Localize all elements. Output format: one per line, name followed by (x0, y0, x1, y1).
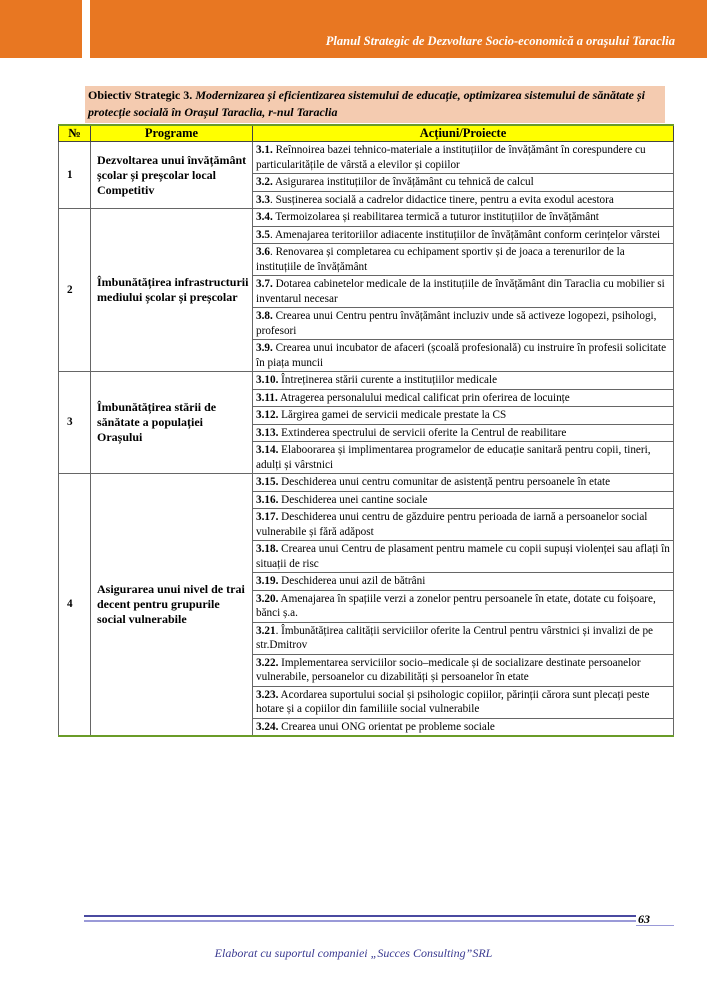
action-text: . Susținerea socială a cadrelor didactice tinere, pentru a evita exodul acestora (269, 193, 614, 206)
table-header-row (59, 125, 674, 142)
action-text: Dotarea cabinetelor medicale de la instituțiile de învățământ din Taraclia cu mobilier si inventarul necesar (256, 278, 665, 305)
action-code: 3.9. (256, 342, 273, 354)
action-item (253, 718, 674, 736)
action-text: Amenajarea în spațiile verzi a zonelor pentru persoanele în etate, dotate cu foișoare, bănci ș.a. (256, 592, 656, 619)
action-text: Extinderea spectrului de servicii oferite la Centrul de reabilitare (278, 426, 567, 439)
action-code: 3.16. (256, 493, 279, 506)
action-item (253, 340, 674, 372)
header-accent-block (0, 0, 82, 58)
action-text: Crearea unui Centru pentru învățământ incluziv unde să activeze logopezi, psihologi, profesori (256, 310, 657, 337)
action-item (253, 622, 674, 654)
action-text: Crearea unui incubator de afaceri (școală profesională) cu instruire în profesii solicitate în piața muncii (256, 342, 667, 369)
table-row (59, 142, 674, 174)
action-text: Acordarea suportului social și psihologic copiilor, părinții cărora sunt plecați peste hotare și a copiilor din familiile social vulnerabile (256, 688, 650, 715)
action-code: 3.14. (256, 444, 279, 456)
action-text: Deschiderea unui centru comunitar de asistență pentru persoanele în etate (278, 476, 611, 488)
action-item (253, 191, 674, 209)
action-item (253, 308, 674, 340)
row-number: 3 (59, 372, 91, 474)
action-code: 3.5 (256, 228, 270, 241)
action-item (253, 442, 674, 474)
action-code: 3.4. (256, 211, 273, 223)
action-item (253, 686, 674, 718)
action-code: 3.17. (256, 511, 279, 523)
action-code: 3.1. (256, 144, 273, 156)
action-text: Termoizolarea și reabilitarea termică a tuturor instituțiilor de învățământ (272, 211, 599, 223)
action-item (253, 474, 674, 492)
action-item (253, 407, 674, 425)
header-bar (90, 0, 707, 58)
action-item (253, 142, 674, 174)
footer-credit: Elaborat cu suportul companiei „Succes Consulting”SRL (214, 946, 493, 960)
action-item (253, 654, 674, 686)
action-text: . Renovarea și completarea cu echipament sportiv și de joaca a terenurilor de la instituțiile de învățământ (256, 246, 625, 273)
program-name: Asigurarea unui nivel de trai decent pentru grupurile social vulnerabile (91, 474, 253, 737)
action-text: Implementarea serviciilor socio–medicale și de socializare destinate persoanelor vulnerabile, persoanelor cu dizabilități și persoanelor în etate (256, 656, 641, 683)
action-text: Lărgirea gamei de servicii medicale prestate la CS (278, 409, 507, 421)
action-item (253, 209, 674, 227)
action-text: Atragerea personalului medical calificat prin oferirea de locuințe (277, 391, 570, 404)
objective-label: Obiectiv Strategic 3. (88, 88, 193, 102)
action-item (253, 509, 674, 541)
action-code: 3.13. (256, 426, 279, 439)
programs-table (58, 124, 674, 737)
action-text: . Amenajarea teritoriilor adiacente instituțiilor de învățământ conform cerințelor vârstei (269, 228, 661, 241)
action-code: 3.20. (256, 592, 279, 605)
col-header-programs: Programe (91, 125, 253, 142)
action-item (253, 424, 674, 442)
table-row (59, 372, 674, 390)
action-item (253, 226, 674, 244)
action-item (253, 389, 674, 407)
document-title: Planul Strategic de Dezvoltare Socio-economică a orașului Taraclia (325, 34, 675, 48)
action-item (253, 276, 674, 308)
action-code: 3.7. (256, 278, 273, 290)
action-code: 3.6 (256, 246, 270, 258)
action-code: 3.21 (256, 624, 276, 637)
footer-rule-secondary (84, 920, 636, 922)
action-item (253, 491, 674, 509)
action-code: 3.24. (256, 720, 279, 733)
action-item (253, 372, 674, 390)
table-row (59, 209, 674, 227)
action-code: 3.22. (256, 656, 279, 669)
table-body (59, 142, 674, 737)
action-text: Crearea unui Centru de plasament pentru mamele cu copii supuși violenței sau aflați în situații de risc (256, 543, 670, 570)
action-code: 3.15. (256, 476, 279, 488)
action-item (253, 590, 674, 622)
action-code: 3.12. (256, 409, 279, 421)
action-text: Asigurarea instituțiilor de învățământ cu tehnică de calcul (272, 176, 534, 188)
program-name: Îmbunătățirea infrastructurii mediului școlar și preșcolar (91, 209, 253, 372)
action-code: 3.3 (256, 193, 270, 206)
action-text: Crearea unui ONG orientat pe probleme sociale (278, 720, 495, 733)
footer-rule (84, 915, 636, 917)
action-item (253, 541, 674, 573)
action-text: . Îmbunătățirea calității serviciilor oferite la Centrul pentru vârstnici și invalizi de pe str.Dmitrov (256, 624, 654, 651)
row-number: 1 (59, 142, 91, 209)
action-text: Deschiderea unui azil de bătrâni (278, 575, 426, 587)
action-text: Elaboorarea și implimentarea programelor de educație sanitară pentru copii, tineri, adulți și vârstnici (256, 444, 651, 471)
table-row (59, 474, 674, 492)
action-text: Reînnoirea bazei tehnico-materiale a instituțiilor de învățământ în corespundere cu particularitățile de vârstă a elevilor și copiilor (256, 144, 646, 171)
action-code: 3.10. (256, 374, 279, 386)
action-text: Deschiderea unui centru de găzduire pentru perioada de iarnă a persoanelor social vulnerabile și fără adăpost (256, 511, 648, 538)
col-header-actions: Acțiuni/Proiecte (253, 125, 674, 142)
col-header-number: № (59, 125, 91, 142)
action-code: 3.18. (256, 543, 279, 555)
program-name: Îmbunătățirea stării de sănătate a populației Orașului (91, 372, 253, 474)
objective-heading (85, 86, 665, 123)
action-text: Întreținerea stării curente a instituțiilor medicale (278, 374, 498, 386)
action-code: 3.19. (256, 575, 279, 587)
action-item (253, 174, 674, 192)
action-code: 3.11. (256, 391, 278, 404)
action-item (253, 244, 674, 276)
action-item (253, 573, 674, 591)
objective-text: Modernizarea și eficientizarea sistemului de educație, optimizarea sistemului de sănătate și protecție socială în Orașul Taraclia, r-nul Taraclia (88, 88, 645, 119)
row-number: 2 (59, 209, 91, 372)
action-text: Deschiderea unei cantine sociale (278, 493, 428, 506)
program-name: Dezvoltarea unui învățământ școlar și preșcolar local Competitiv (91, 142, 253, 209)
page-number: 63 (638, 912, 650, 926)
action-code: 3.2. (256, 176, 273, 188)
row-number: 4 (59, 474, 91, 737)
action-code: 3.8. (256, 310, 273, 322)
action-code: 3.23. (256, 688, 279, 701)
